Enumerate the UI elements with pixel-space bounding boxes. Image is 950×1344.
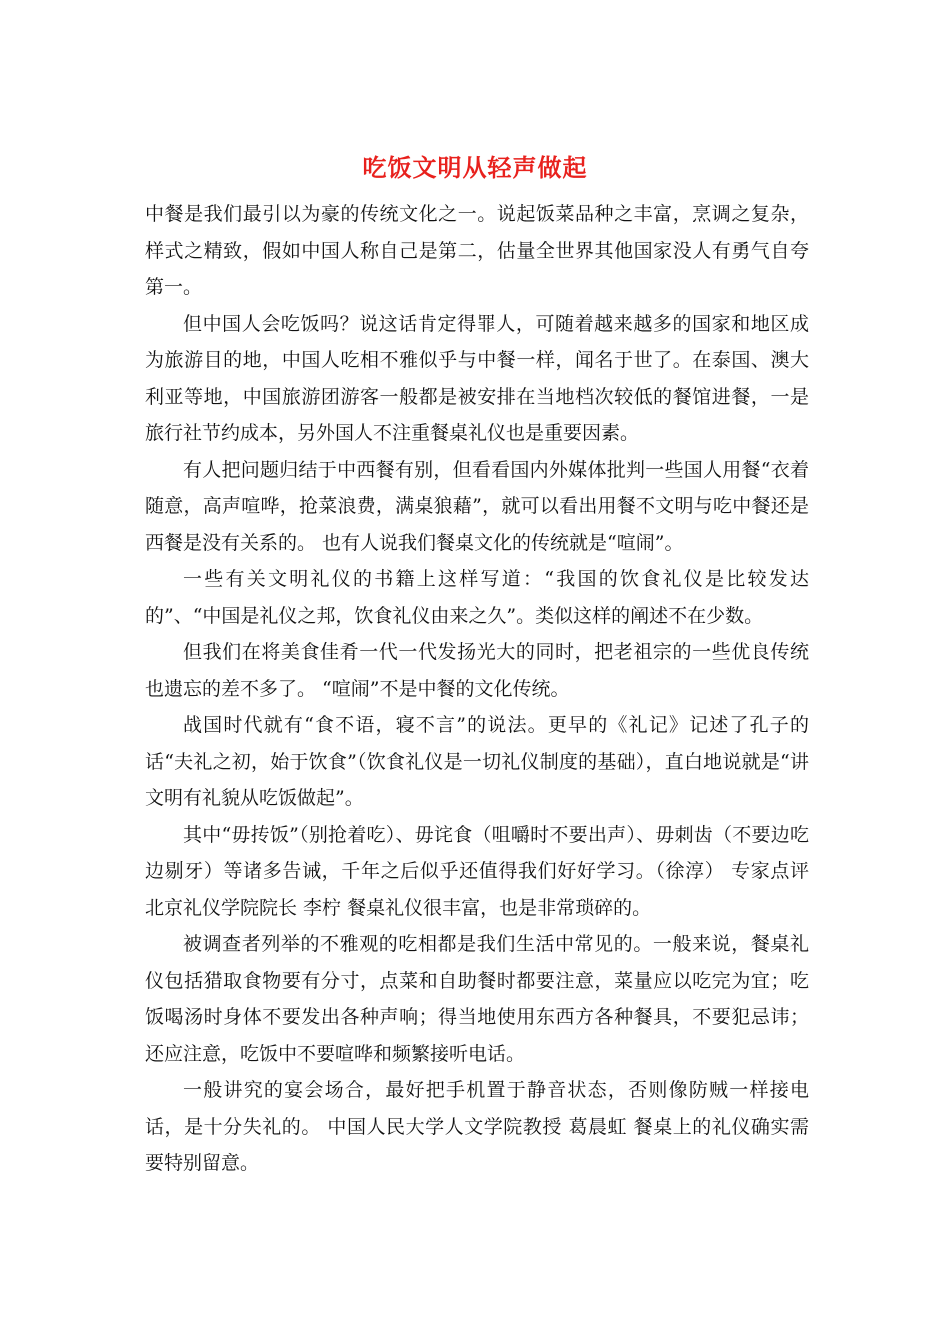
paragraph-5: 但我们在将美食佳肴一代一代发扬光大的同时，把老祖宗的一些优良传统也遗忘的差不多了。 “喧闹”不是中餐的文化传统。 bbox=[145, 641, 809, 700]
paragraph-7: 其中“毋抟饭”（别抢着吃）、毋诧食（咀嚼时不要出声）、毋刺齿（不要边吃边剔牙）等诸多告诫，千年之后似乎还值得我们好好学习。（徐淳） 专家点评 北京礼仪学院院长 李柠 餐桌礼仪很丰富，也是非常琐碎的。 bbox=[145, 823, 809, 919]
paragraph-1: 中餐是我们最引以为豪的传统文化之一。说起饭菜品种之丰富，烹调之复杂，样式之精致，假如中国人称自己是第二，估量全世界其他国家没人有勇气自夸第一。 bbox=[145, 203, 809, 298]
paragraph-4: 一些有关文明礼仪的书籍上这样写道：“我国的饮食礼仪是比较发达的”、“中国是礼仪之邦，饮食礼仪由来之久”。类似这样的阐述不在少数。 bbox=[145, 568, 809, 627]
document-title: 吃饭文明从轻声做起 bbox=[362, 153, 588, 182]
paragraph-6: 战国时代就有“食不语，寝不言”的说法。更早的《礼记》记述了孔子的话“夫礼之初，始于饮食”（饮食礼仪是一切礼仪制度的基础），直白地说就是“讲文明有礼貌从吃饭做起”。 bbox=[145, 714, 809, 809]
paragraph-3: 有人把问题归结于中西餐有别，但看看国内外媒体批判一些国人用餐“衣着随意，高声喧哗，抢菜浪费，满桌狼藉”，就可以看出用餐不文明与吃中餐还是西餐是没有关系的。 也有人说我们餐桌文化的传统就是“喧闹”。 bbox=[145, 458, 809, 554]
paragraph-9: 一般讲究的宴会场合，最好把手机置于静音状态，否则像防贼一样接电话，是十分失礼的。 中国人民大学人文学院教授 葛晨虹 餐桌上的礼仪确实需要特别留意。 bbox=[145, 1079, 809, 1174]
paragraph-8: 被调查者列举的不雅观的吃相都是我们生活中常见的。一般来说，餐桌礼仪包括猎取食物要有分寸，点菜和自助餐时都要注意，菜量应以吃完为宜；吃饭喝汤时身体不要发出各种声响；得当地使用东西方各种餐具，不要犯忌讳；还应注意，吃饭中不要喧哗和频繁接听电话。 bbox=[145, 933, 809, 1065]
document-body bbox=[145, 196, 809, 1182]
paragraph-2: 但中国人会吃饭吗？说这话肯定得罪人，可随着越来越多的国家和地区成为旅游目的地，中国人吃相不雅似乎与中餐一样，闻名于世了。在泰国、澳大利亚等地，中国旅游团游客一般都是被安排在当地档次较低的餐馆进餐，一是旅行社节约成本，另外国人不注重餐桌礼仪也是重要因素。 bbox=[145, 312, 809, 444]
